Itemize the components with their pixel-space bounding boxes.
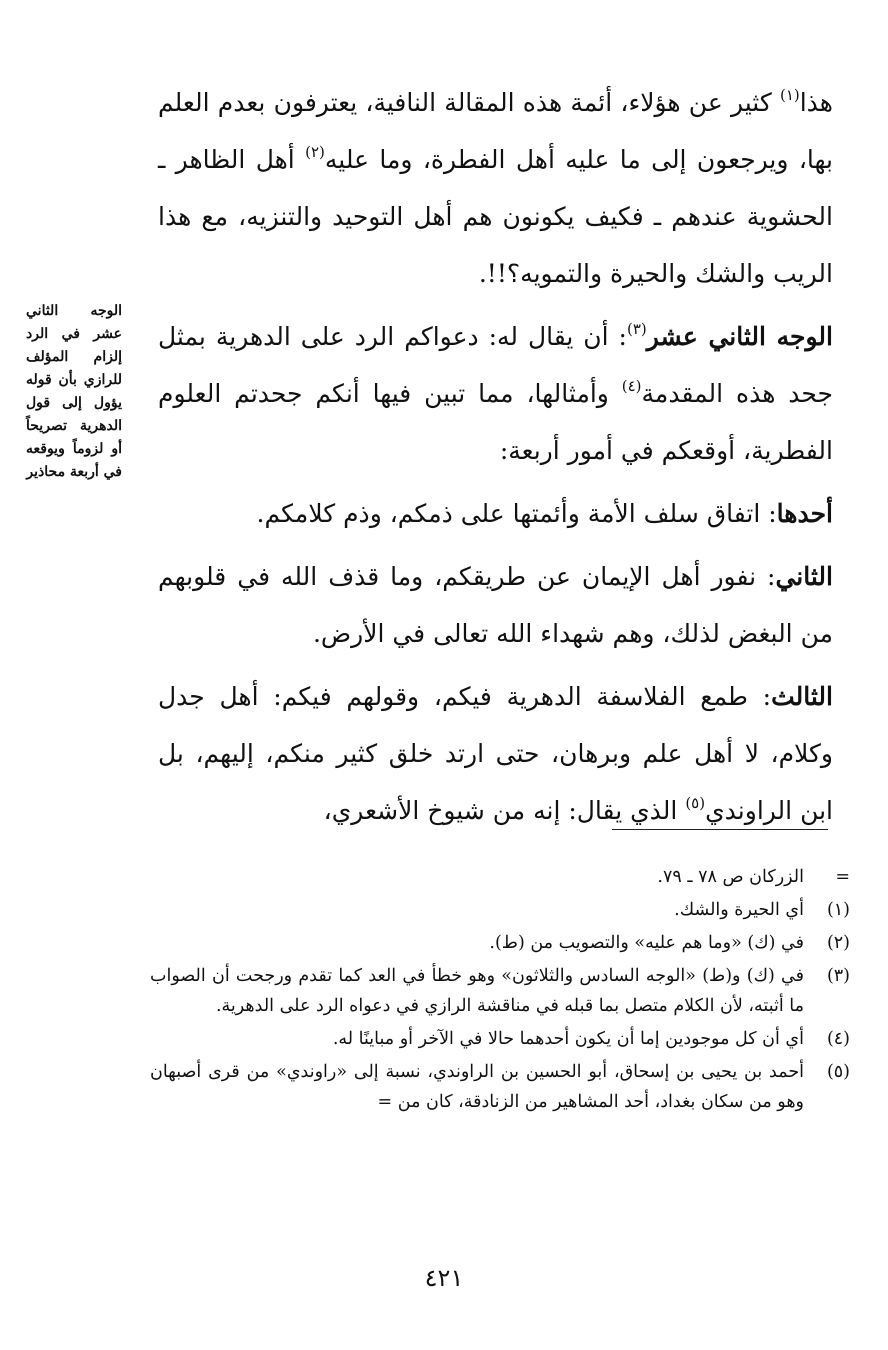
p1-text-b: كثير عن هؤلاء، أئمة هذه المقالة النافية، يعترفون بعدم العلم بها، ويرجعون إلى ما عليه أهل الفطرة، وما عليه <box>158 88 833 174</box>
footnote-mark: (٤) <box>826 1029 850 1049</box>
footnote-separator <box>612 829 828 830</box>
footnote-text: في (ك) «وما هم عليه» والتصويب من (ط). <box>489 933 804 953</box>
first-point-heading: أحدها <box>776 499 833 528</box>
p2-text-b: وأمثالها، مما تبين فيها أنكم جحدتم العلوم الفطرية، أوقعكم في أمور أربعة: <box>158 379 833 465</box>
paragraph-1 <box>158 74 833 302</box>
third-point-heading: الثالث <box>771 682 833 711</box>
footnote-text: أي الحيرة والشك. <box>674 900 804 920</box>
twelfth-aspect-heading: الوجه الثاني عشر <box>646 322 833 351</box>
paragraph-5 <box>158 668 833 839</box>
footnote-ref-4: (٤) <box>621 377 642 395</box>
footnote-mark: = <box>835 867 850 887</box>
footnote-ref-3: (٣) <box>626 320 647 338</box>
footnote-text: الزركان ص ٧٨ ـ ٧٩. <box>657 867 804 887</box>
p4-text: : نفور أهل الإيمان عن طريقكم، وما قذف الله في قلوبهم من البغض لذلك، وهم شهداء الله تعالى في الأرض. <box>158 562 833 648</box>
main-text <box>158 74 833 845</box>
paragraph-4 <box>158 548 833 662</box>
p1-text-a: هذا <box>799 88 833 117</box>
footnote-ref-1: (١) <box>779 86 800 104</box>
footnote-1 <box>150 895 850 925</box>
p1-text-c: أهل الظاهر ـ الحشوية عندهم ـ فكيف يكونون هم أهل التوحيد والتنزيه، مع هذا الريب والشك والحيرة والتمويه؟!!. <box>158 145 833 288</box>
footnote-text: أحمد بن يحيى بن إسحاق، أبو الحسين بن الراوندي، نسبة إلى «راوندي» من قرى أصبهان وهو من سكان بغداد، أحد المشاهير من الزنادقة، كان من = <box>150 1062 804 1112</box>
footnote-ref-5: (٥) <box>685 794 706 812</box>
p2-text-a: : أن يقال له: دعواكم الرد على الدهرية بمثل جحد هذه المقدمة <box>158 322 834 408</box>
p5-text-b: الذي يقال: إنه من شيوخ الأشعري، <box>323 796 686 825</box>
margin-note: الوجه الثاني عشر في الرد إلزام المؤلف للرازي بأن قوله يؤول إلى قول الدهرية تصريحاً أو لزوماً ويوقعه في أربعة محاذير <box>26 303 122 480</box>
paragraph-2 <box>158 308 833 479</box>
p3-text: : اتفاق سلف الأمة وأئمتها على ذمكم، وذم كلامكم. <box>256 499 777 528</box>
page-number: ٤٢١ <box>424 1264 464 1292</box>
footnote-mark: (٢) <box>826 933 850 953</box>
second-point-heading: الثاني <box>775 562 833 591</box>
footnote-3 <box>150 961 850 1021</box>
footnote-text: في (ك) و(ط) «الوجه السادس والثلاثون» وهو خطأ في العد كما تقدم ورجحت أن الصواب ما أثبته، لأن الكلام متصل بما قبله في مناقشة الرازي في دعواه الرد على الدهرية. <box>150 966 804 1016</box>
footnote-mark: (٣) <box>826 966 850 986</box>
footnote-5 <box>150 1057 850 1117</box>
footnotes <box>150 862 850 1120</box>
footnote-4 <box>150 1024 850 1054</box>
footnote-continuation <box>150 862 850 892</box>
footnote-2 <box>150 928 850 958</box>
footnote-mark: (٥) <box>826 1062 850 1082</box>
footnote-ref-2: (٢) <box>305 143 325 161</box>
p5-text-a: : طمع الفلاسفة الدهرية فيكم، وقولهم فيكم: أهل جدل وكلام، لا أهل علم وبرهان، حتى ارتد خلق كثير منكم، إليهم، بل ابن الراوندي <box>158 682 833 825</box>
footnote-text: أي أن كل موجودين إما أن يكون أحدهما حالا في الآخر أو مباينًا له. <box>332 1029 804 1049</box>
footnote-mark: (١) <box>826 900 850 920</box>
paragraph-3 <box>158 485 833 542</box>
